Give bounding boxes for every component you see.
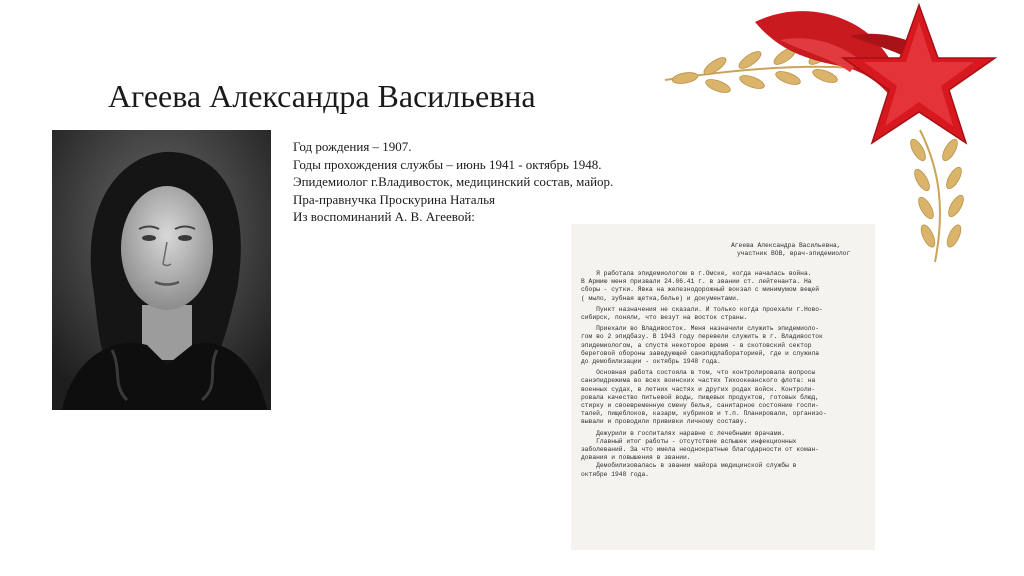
service-years-line: Годы прохождения службы – июнь 1941 - октябрь 1948. [293,156,602,172]
red-star-ribbon-laurel-icon [660,0,1024,270]
memoir-document [571,224,875,550]
page-title: Агеева Александра Васильевна [108,78,536,114]
portrait-photo [52,130,271,410]
memoir-intro-line: Из воспоминаний А. В. Агеевой: [293,209,475,224]
position-line: Эпидемиолог г.Владивосток, медицинский состав, майор. [293,174,614,189]
document-paragraph: Пункт назначения не сказали. И только когда проехали г.Ново- сибирск, поняли, что везут на восток страны. [581,305,823,322]
relative-line: Пра-правнучка Проскурина Наталья [293,191,495,207]
document-paragraph: Я работала эпидемиологом в г.Омске, когда началась война. В Армию меня призвали 24.06.41 г. в звании ст. лейтенанта. На сборы - сутки. Явка на железнодорожный вокзал с минимумом вещей ( мыло, зубная щетка,белье) и документами. [581,270,820,302]
document-body [581,270,871,482]
document-paragraph: Дежурили в госпиталях наравне с лечебными врачами. Главный итог работы - отсутствие вспышек инфекционных заболеваний. За что имела неоднократные благодарности от коман- дования и повышения в звании. Демобилизовалась в звании майора медицинской службы в октябре 1948 года. [581,429,820,478]
document-header-name: Агеева Александра Васильевна, [731,242,841,249]
document-paragraph: Приехали во Владивосток. Меня назначили служить эпидемиоло- гом во 2 эпидбазу. В 1943 году перевели служить в г. Владивосток эпидемиологом, а спустя некоторое время - в скотовский сектор береговой обороны заведующей санэпидлабораторией, где и служила до демобилизации - октябрь 1948 года. [581,325,823,366]
portrait-image [52,130,271,410]
biography-text [293,138,613,226]
document-header-role: участник ВОВ, врач-эпидемиолог [737,250,851,258]
birth-year-line: Год рождения – 1907. [293,139,412,154]
document-paragraph: Основная работа состояла в том, что контролировала вопросы санэпидрежима во всех воинских частях Тихоокеанского флота: на военных судах, в летних частях и других родах войск. Контроли- ровала качество питьевой воды, пищевых продуктов, готовых блюд, стирку и своевременную смену белья, санитарное состояние госпи- талей, пищеблоков, казарм, кубриков и т.п. Планировали, организо- вывали и проводили прививки личному составу. [581,369,827,426]
